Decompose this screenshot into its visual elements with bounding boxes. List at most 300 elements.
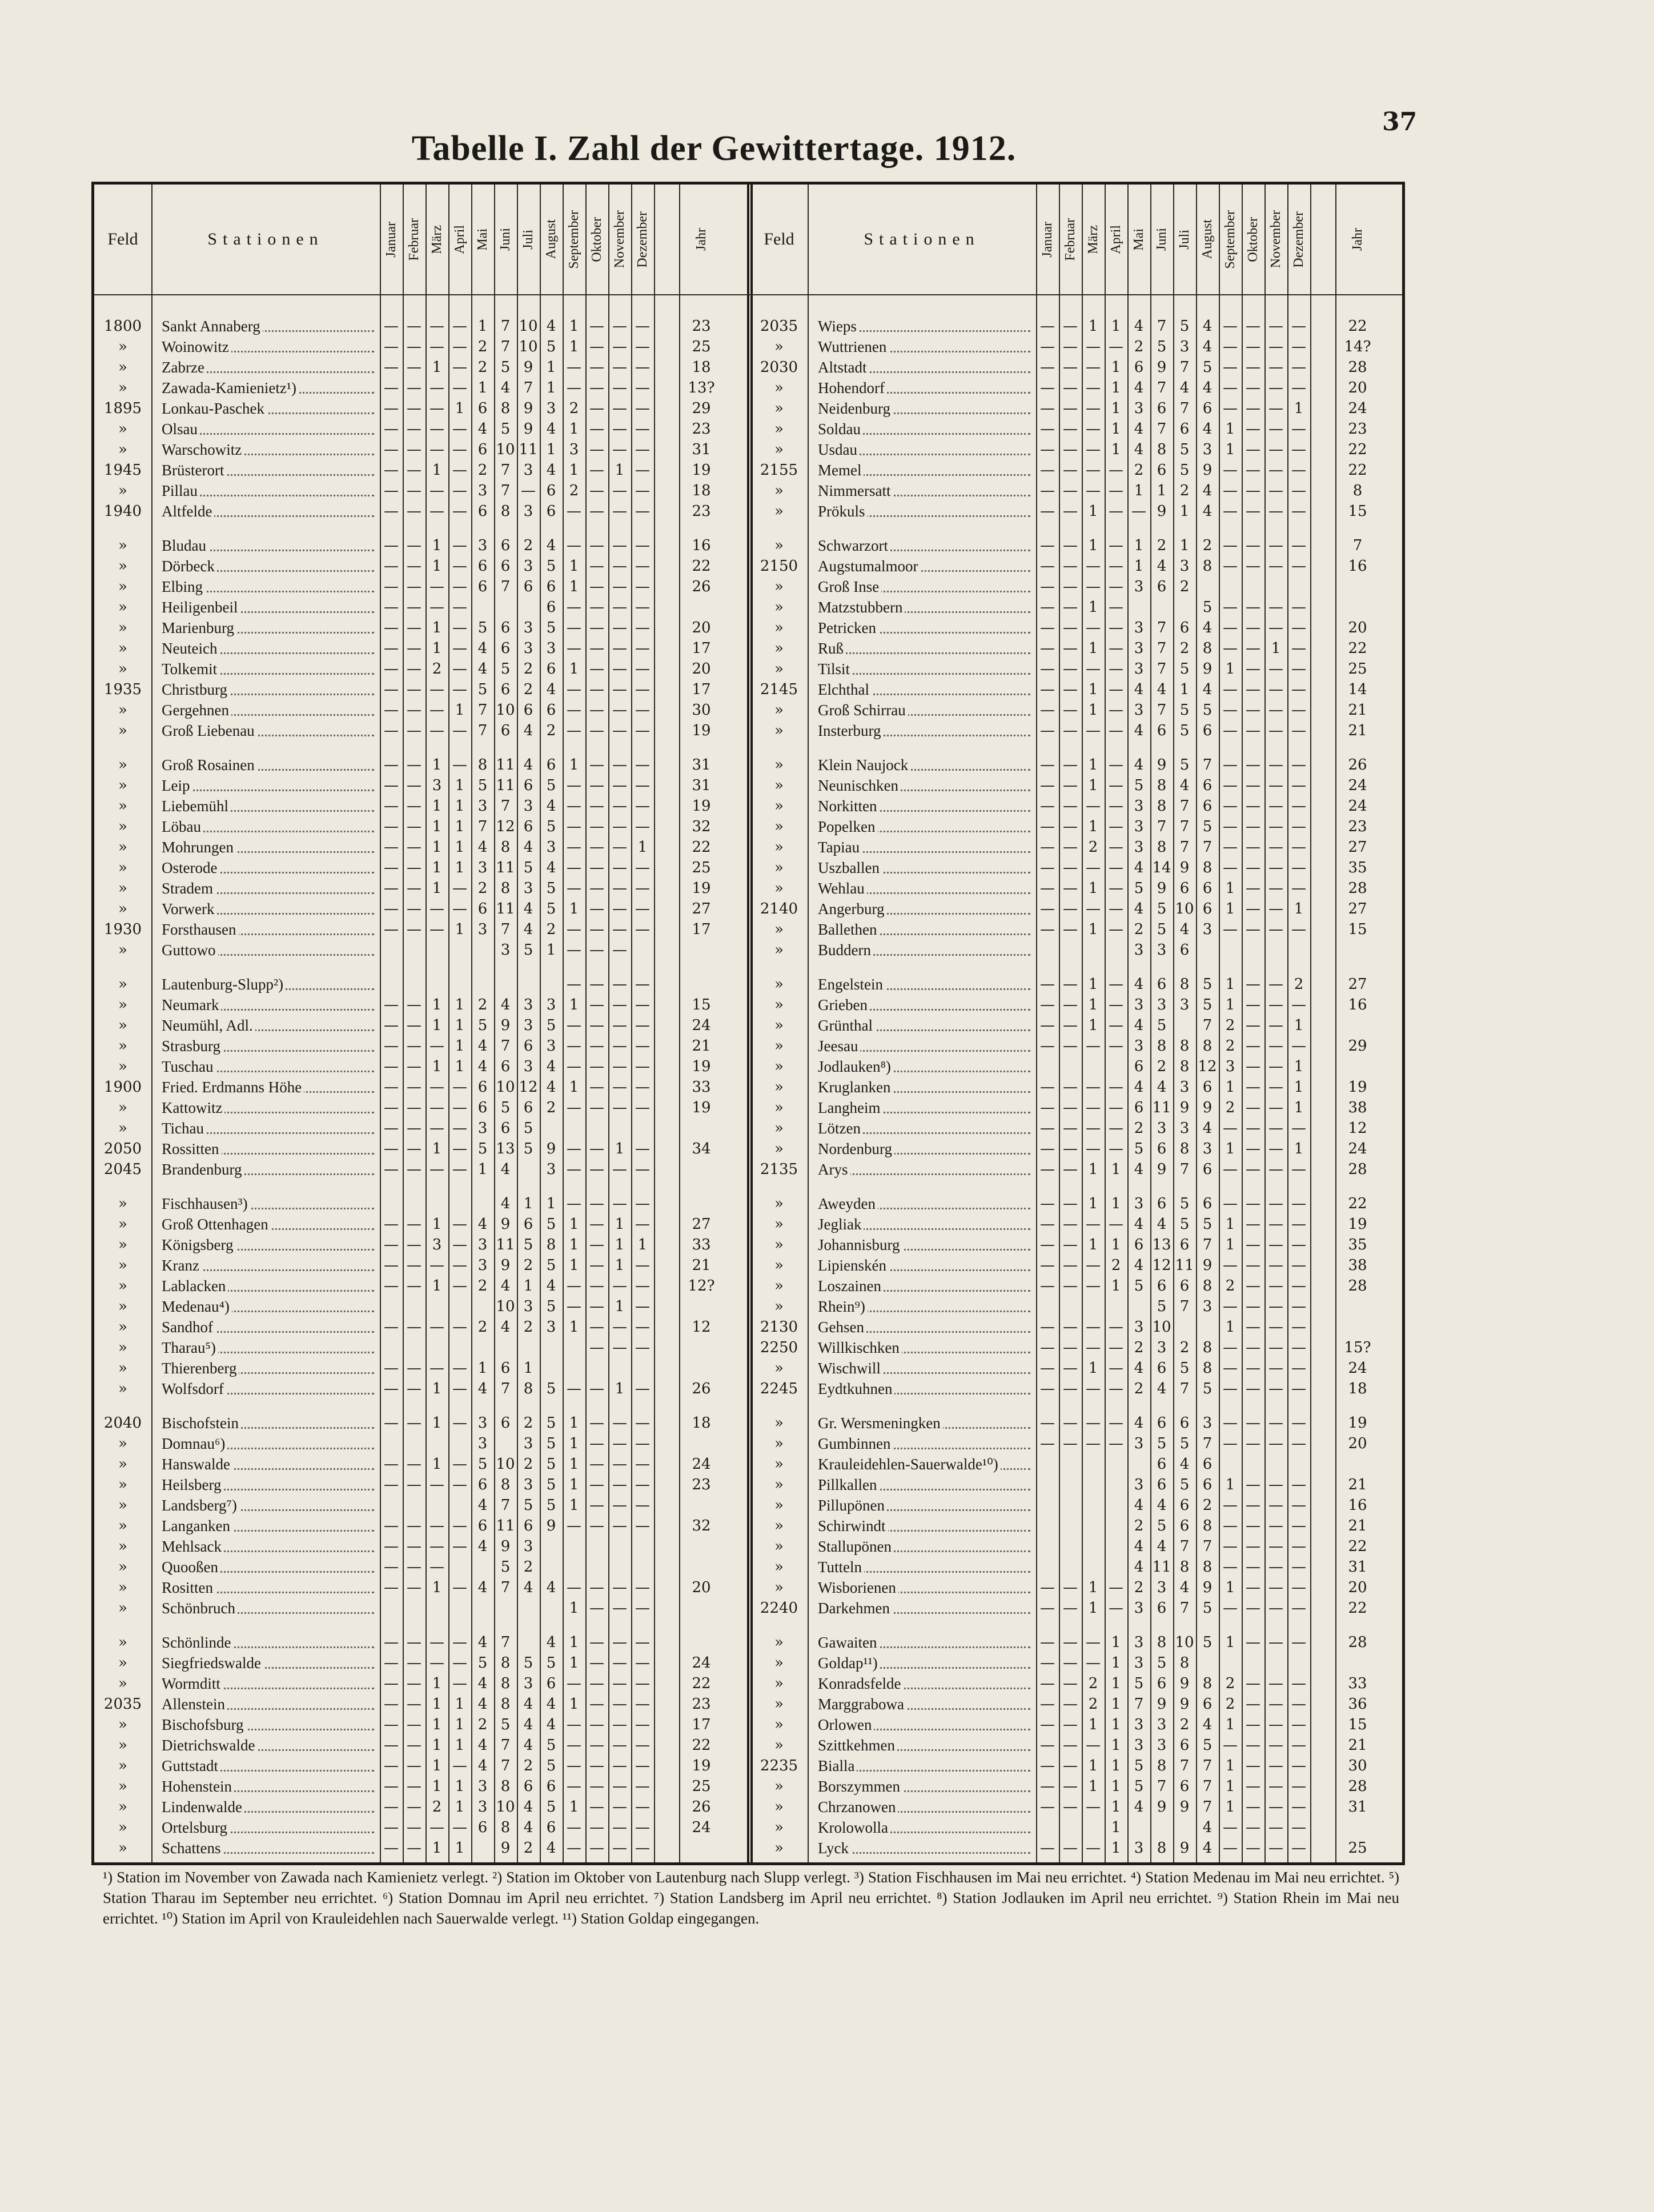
month-value-cell: — bbox=[589, 1696, 604, 1713]
station-name: Liebemühl bbox=[162, 798, 231, 815]
station-name: Gergehnen bbox=[162, 702, 231, 719]
month-value-cell: 2 bbox=[546, 921, 556, 938]
jahr-value-cell bbox=[1335, 597, 1380, 618]
month-value-cell: — bbox=[384, 702, 399, 719]
month-value-cell: 5 bbox=[546, 1298, 556, 1315]
month-value-cell: — bbox=[429, 1634, 444, 1651]
month-value-cell: — bbox=[1246, 619, 1260, 636]
station-name: Vorwerk bbox=[162, 900, 216, 917]
month-value-cell: — bbox=[384, 996, 399, 1013]
month-value-cell: — bbox=[407, 503, 421, 520]
month-value-cell: — bbox=[1040, 1380, 1055, 1397]
month-value-cell: 1 bbox=[615, 1380, 625, 1397]
month-value-cell: — bbox=[635, 1216, 650, 1233]
month-value-cell: — bbox=[1268, 1414, 1283, 1432]
month-value-cell: — bbox=[407, 1558, 421, 1576]
month-value-cell: 8 bbox=[1202, 1037, 1213, 1055]
feld-cell: » bbox=[774, 1140, 784, 1157]
month-value-cell: — bbox=[1268, 1058, 1283, 1075]
month-value-cell: 2 bbox=[477, 1277, 488, 1295]
month-value-cell: 1 bbox=[569, 462, 579, 479]
month-value-cell: — bbox=[1291, 318, 1306, 335]
month-value-cell: — bbox=[1063, 359, 1078, 376]
month-value-cell: — bbox=[589, 1079, 604, 1096]
month-value-cell: — bbox=[1040, 1099, 1055, 1116]
month-value-cell: — bbox=[635, 1079, 650, 1096]
month-value-cell: — bbox=[1086, 1277, 1101, 1295]
month-value-cell: — bbox=[612, 976, 627, 993]
jahr-value-cell: 26 bbox=[1348, 756, 1367, 774]
month-value-cell: — bbox=[1246, 1236, 1260, 1253]
month-value-cell bbox=[1105, 1536, 1127, 1557]
month-value-cell: — bbox=[1223, 1538, 1238, 1555]
month-value-cell: — bbox=[1246, 1017, 1260, 1034]
jahr-value-cell: 24 bbox=[1348, 400, 1367, 417]
month-value-cell: — bbox=[589, 756, 604, 774]
month-value-cell: — bbox=[1246, 599, 1260, 616]
month-value-cell: 1 bbox=[1225, 1140, 1235, 1157]
month-value-cell: — bbox=[1291, 537, 1306, 554]
month-value-cell: 1 bbox=[1088, 756, 1098, 774]
month-value-cell: 6 bbox=[546, 1778, 556, 1795]
month-value-cell: — bbox=[407, 1017, 421, 1034]
month-value-cell: 3 bbox=[1134, 660, 1144, 678]
month-value-cell: — bbox=[1291, 1716, 1306, 1733]
feld-cell: » bbox=[774, 1360, 784, 1377]
month-value-cell: — bbox=[1063, 503, 1078, 520]
month-value-cell: 1 bbox=[1225, 1236, 1235, 1253]
station-name: Lyck bbox=[818, 1840, 851, 1857]
month-value-cell: — bbox=[589, 921, 604, 938]
month-value-cell: 5 bbox=[477, 1654, 488, 1672]
station-row bbox=[94, 1413, 1402, 1433]
feld-cell: 2030 bbox=[760, 359, 798, 376]
station-row bbox=[94, 816, 1402, 837]
month-value-cell: — bbox=[635, 1778, 650, 1795]
month-value-cell: 1 bbox=[455, 818, 465, 835]
month-value-cell: 7 bbox=[1179, 359, 1190, 376]
month-value-cell: — bbox=[589, 1757, 604, 1774]
month-label: September bbox=[566, 210, 581, 269]
feld-cell: » bbox=[774, 640, 784, 657]
station-name: Wischwill bbox=[818, 1360, 883, 1377]
month-value-cell: — bbox=[1268, 859, 1283, 876]
month-value-cell: 4 bbox=[1202, 1716, 1213, 1733]
month-value-cell: 7 bbox=[500, 921, 511, 938]
month-value-cell: — bbox=[612, 537, 627, 554]
month-value-cell: — bbox=[1291, 558, 1306, 575]
month-value-cell: — bbox=[1086, 462, 1101, 479]
month-value-cell: 6 bbox=[1134, 1236, 1144, 1253]
month-value-cell: — bbox=[1291, 1517, 1306, 1534]
month-value-cell: 4 bbox=[1134, 976, 1144, 993]
month-value-cell: 3 bbox=[477, 1798, 488, 1816]
station-name: Jegliak bbox=[818, 1216, 864, 1233]
month-value-cell: 7 bbox=[1157, 660, 1167, 678]
feld-cell: » bbox=[774, 1737, 784, 1754]
month-value-cell: — bbox=[1291, 921, 1306, 938]
month-value-cell: 8 bbox=[500, 1654, 511, 1672]
month-value-cell: 2 bbox=[523, 537, 533, 554]
month-value-cell: — bbox=[612, 996, 627, 1013]
station-name: Groß Liebenau bbox=[162, 722, 257, 739]
month-value-cell: — bbox=[1223, 640, 1238, 657]
month-value-cell: — bbox=[1063, 640, 1078, 657]
month-value-cell: 6 bbox=[1179, 420, 1190, 438]
month-value-cell: — bbox=[1268, 482, 1283, 499]
month-value-cell: 3 bbox=[1134, 1737, 1144, 1754]
feld-cell: » bbox=[118, 1380, 127, 1397]
month-value-cell: — bbox=[589, 1017, 604, 1034]
month-value-cell: 3 bbox=[1134, 1654, 1144, 1672]
leader-dots bbox=[818, 652, 1030, 654]
feld-cell: 2140 bbox=[760, 900, 798, 917]
month-value-cell: — bbox=[567, 681, 581, 698]
month-value-cell: — bbox=[407, 1079, 421, 1096]
month-value-cell: — bbox=[1246, 441, 1260, 458]
month-value-cell: — bbox=[1246, 1298, 1260, 1315]
month-value-cell: — bbox=[567, 880, 581, 897]
station-name-cell bbox=[818, 1714, 1034, 1735]
month-value-cell: — bbox=[1109, 839, 1123, 856]
month-value-cell: — bbox=[452, 1319, 467, 1336]
month-value-cell: 5 bbox=[1179, 702, 1190, 719]
jahr-value-cell: 20 bbox=[692, 660, 711, 678]
jahr-label: Jahr bbox=[1350, 228, 1365, 251]
feld-cell: 2035 bbox=[760, 318, 798, 335]
month-value-cell: 9 bbox=[500, 1840, 511, 1857]
month-value-cell: 1 bbox=[1111, 318, 1121, 335]
station-name: Ruß bbox=[818, 640, 846, 657]
month-value-cell: — bbox=[635, 1600, 650, 1617]
month-value-cell: 2 bbox=[1134, 1517, 1144, 1534]
station-name-cell bbox=[818, 878, 1034, 899]
station-name: Gawaiten bbox=[818, 1634, 879, 1651]
month-header-april bbox=[1105, 187, 1127, 292]
month-value-cell: 5 bbox=[1157, 1298, 1167, 1315]
month-value-cell: — bbox=[612, 1017, 627, 1034]
month-value-cell: — bbox=[1223, 599, 1238, 616]
station-name-cell bbox=[818, 1735, 1034, 1756]
month-value-cell: — bbox=[635, 681, 650, 698]
month-header-februar bbox=[1059, 187, 1082, 292]
month-value-cell: 1 bbox=[1225, 1798, 1235, 1816]
feld-cell: » bbox=[118, 420, 127, 438]
jahr-value-cell: 27 bbox=[692, 900, 711, 917]
month-value-cell: — bbox=[429, 379, 444, 396]
month-value-cell: — bbox=[1291, 619, 1306, 636]
month-value-cell: — bbox=[407, 462, 421, 479]
month-value-cell: 6 bbox=[477, 503, 488, 520]
month-value-cell: — bbox=[612, 681, 627, 698]
month-label: März bbox=[429, 225, 444, 254]
month-value-cell: 2 bbox=[523, 1558, 533, 1576]
month-value-cell bbox=[1150, 1817, 1173, 1838]
month-value-cell: — bbox=[407, 537, 421, 554]
month-value-cell: — bbox=[1063, 1380, 1078, 1397]
month-value-cell: — bbox=[429, 1319, 444, 1336]
month-value-cell bbox=[1219, 1454, 1242, 1474]
feld-cell: » bbox=[774, 482, 784, 499]
month-value-cell: 2 bbox=[523, 1414, 533, 1432]
month-header-november bbox=[608, 187, 631, 292]
month-value-cell: 5 bbox=[523, 1236, 533, 1253]
month-value-cell: — bbox=[1291, 1675, 1306, 1692]
month-value-cell: — bbox=[1246, 756, 1260, 774]
month-value-cell: — bbox=[407, 359, 421, 376]
station-row bbox=[94, 1317, 1402, 1337]
month-value-cell: — bbox=[407, 660, 421, 678]
station-name-cell bbox=[818, 1214, 1034, 1235]
month-value-cell: — bbox=[1291, 441, 1306, 458]
station-name: Szittkehmen bbox=[818, 1737, 897, 1754]
month-value-cell: 1 bbox=[1294, 1140, 1304, 1157]
month-value-cell: — bbox=[1268, 921, 1283, 938]
month-value-cell: 1 bbox=[1088, 996, 1098, 1013]
station-name: Wuttrienen bbox=[818, 338, 889, 355]
month-value-cell: — bbox=[612, 1819, 627, 1836]
month-value-cell: 2 bbox=[1088, 839, 1098, 856]
month-value-cell: — bbox=[429, 1558, 444, 1576]
month-value-cell: 5 bbox=[546, 900, 556, 917]
month-value-cell: — bbox=[407, 900, 421, 917]
month-value-cell: — bbox=[1109, 1339, 1123, 1356]
month-value-cell: 9 bbox=[1157, 1798, 1167, 1816]
month-value-cell: — bbox=[384, 1517, 399, 1534]
month-value-cell: 1 bbox=[432, 1380, 442, 1397]
month-label: November bbox=[612, 210, 627, 269]
month-value-cell: 1 bbox=[1111, 420, 1121, 438]
month-value-cell: — bbox=[1063, 1339, 1078, 1356]
feld-cell: 1900 bbox=[103, 1079, 142, 1096]
month-value-cell: 1 bbox=[432, 1757, 442, 1774]
month-value-cell: — bbox=[407, 578, 421, 595]
feld-cell: » bbox=[774, 338, 784, 355]
month-value-cell: 7 bbox=[1179, 400, 1190, 417]
month-value-cell: — bbox=[452, 318, 467, 335]
station-row bbox=[94, 1797, 1402, 1817]
station-name-cell bbox=[818, 1077, 1034, 1097]
month-value-cell bbox=[1036, 1516, 1059, 1536]
month-value-cell: 1 bbox=[569, 1236, 579, 1253]
month-value-cell: — bbox=[567, 1737, 581, 1754]
month-value-cell: — bbox=[1223, 1517, 1238, 1534]
feld-cell: » bbox=[774, 1497, 784, 1514]
month-value-cell: 3 bbox=[477, 1435, 488, 1452]
feld-cell: » bbox=[774, 660, 784, 678]
month-value-cell: 3 bbox=[1134, 1634, 1144, 1651]
jahr-value-cell: 20 bbox=[1348, 1579, 1367, 1596]
jahr-value-cell: 18 bbox=[692, 482, 711, 499]
month-value-cell: — bbox=[612, 1319, 627, 1336]
month-value-cell: 1 bbox=[615, 462, 625, 479]
month-value-cell: — bbox=[1109, 1579, 1123, 1596]
month-value-cell: 3 bbox=[523, 1435, 533, 1452]
month-value-cell: 6 bbox=[1202, 880, 1213, 897]
feld-cell: » bbox=[774, 578, 784, 595]
month-value-cell: — bbox=[589, 1414, 604, 1432]
month-value-cell: — bbox=[612, 1634, 627, 1651]
month-value-cell: — bbox=[635, 441, 650, 458]
month-value-cell: — bbox=[1268, 441, 1283, 458]
month-value-cell: 6 bbox=[477, 400, 488, 417]
month-value-cell: 6 bbox=[477, 1476, 488, 1493]
month-value-cell: 6 bbox=[546, 756, 556, 774]
month-value-cell: 2 bbox=[1179, 1716, 1190, 1733]
station-name: Guttowo bbox=[162, 941, 218, 959]
month-value-cell: 2 bbox=[1088, 1675, 1098, 1692]
month-value-cell: — bbox=[635, 1654, 650, 1672]
month-value-cell: — bbox=[1040, 1778, 1055, 1795]
feld-cell: » bbox=[118, 1298, 127, 1315]
feld-cell: » bbox=[118, 1840, 127, 1857]
month-value-cell: 4 bbox=[1179, 1579, 1190, 1596]
month-value-cell: 1 bbox=[569, 558, 579, 575]
jahr-value-cell bbox=[1335, 1653, 1380, 1673]
month-value-cell: — bbox=[1086, 1798, 1101, 1816]
month-value-cell: — bbox=[1040, 379, 1055, 396]
month-value-cell: — bbox=[1040, 359, 1055, 376]
month-value-cell bbox=[1264, 940, 1287, 960]
month-value-cell: 1 bbox=[455, 859, 465, 876]
month-value-cell: 1 bbox=[1111, 1757, 1121, 1774]
month-value-cell bbox=[1242, 576, 1264, 597]
month-value-cell: — bbox=[1086, 400, 1101, 417]
month-value-cell: — bbox=[1086, 1414, 1101, 1432]
month-value-cell: — bbox=[1086, 1654, 1101, 1672]
month-value-cell: 1 bbox=[1088, 1600, 1098, 1617]
month-value-cell bbox=[1105, 940, 1127, 960]
month-value-cell: — bbox=[589, 1319, 604, 1336]
month-value-cell: — bbox=[1086, 1380, 1101, 1397]
station-name: Nordenburg bbox=[818, 1140, 894, 1157]
month-header-mai bbox=[471, 187, 494, 292]
station-row bbox=[94, 659, 1402, 679]
month-value-cell: — bbox=[1063, 798, 1078, 815]
month-value-cell: — bbox=[1040, 1757, 1055, 1774]
station-name: Olsau bbox=[162, 420, 200, 438]
month-value-cell: 1 bbox=[523, 1360, 533, 1377]
month-value-cell: 3 bbox=[1157, 1716, 1167, 1733]
month-value-cell: 1 bbox=[569, 338, 579, 355]
month-value-cell: — bbox=[384, 1319, 399, 1336]
month-value-cell: 1 bbox=[569, 1079, 579, 1096]
month-value-cell: — bbox=[1063, 996, 1078, 1013]
month-value-cell: — bbox=[635, 503, 650, 520]
month-value-cell: — bbox=[384, 1414, 399, 1432]
month-value-cell: 3 bbox=[1134, 702, 1144, 719]
month-value-cell: 1 bbox=[1088, 1579, 1098, 1596]
month-value-cell: — bbox=[1040, 338, 1055, 355]
month-value-cell: — bbox=[452, 1654, 467, 1672]
month-value-cell: — bbox=[1040, 1257, 1055, 1274]
station-name: Bischofstein bbox=[162, 1414, 241, 1432]
feld-cell: » bbox=[774, 1195, 784, 1212]
month-value-cell: 5 bbox=[546, 1654, 556, 1672]
station-name-cell bbox=[818, 1358, 1034, 1379]
jahr-value-cell: 18 bbox=[1348, 1380, 1367, 1397]
station-name: Siegfriedswalde bbox=[162, 1654, 263, 1672]
station-name: Schönbruch bbox=[162, 1600, 238, 1617]
month-value-cell: — bbox=[407, 619, 421, 636]
month-value-cell: — bbox=[567, 1517, 581, 1534]
station-row bbox=[94, 501, 1402, 522]
station-name: Popelken bbox=[818, 818, 878, 835]
month-value-cell: — bbox=[1109, 537, 1123, 554]
month-value-cell: 3 bbox=[477, 859, 488, 876]
station-name: Pillupönen bbox=[818, 1497, 887, 1514]
jahr-value-cell: 15 bbox=[1348, 921, 1367, 938]
station-row bbox=[94, 1056, 1402, 1077]
feld-cell: » bbox=[774, 619, 784, 636]
month-value-cell: — bbox=[452, 681, 467, 698]
month-value-cell: 6 bbox=[1157, 1360, 1167, 1377]
month-value-cell: 3 bbox=[477, 1236, 488, 1253]
month-value-cell: — bbox=[1040, 756, 1055, 774]
month-value-cell: — bbox=[635, 756, 650, 774]
month-value-cell: — bbox=[384, 839, 399, 856]
feld-cell: » bbox=[774, 537, 784, 554]
month-value-cell: 1 bbox=[1111, 359, 1121, 376]
month-value-cell: 3 bbox=[1157, 1737, 1167, 1754]
month-value-cell: — bbox=[635, 660, 650, 678]
month-value-cell: — bbox=[429, 1819, 444, 1836]
month-value-cell: — bbox=[1246, 482, 1260, 499]
feld-cell: 2130 bbox=[760, 1319, 798, 1336]
month-value-cell: — bbox=[1040, 1037, 1055, 1055]
month-value-cell: 3 bbox=[500, 941, 511, 959]
station-name: Warschowitz bbox=[162, 441, 244, 458]
month-value-cell: — bbox=[452, 338, 467, 355]
month-value-cell: 10 bbox=[1175, 1634, 1194, 1651]
month-value-cell: — bbox=[429, 599, 444, 616]
station-name-cell bbox=[818, 816, 1034, 837]
month-header-märz bbox=[1082, 187, 1105, 292]
month-value-cell: 5 bbox=[477, 777, 488, 794]
month-value-cell: — bbox=[1063, 660, 1078, 678]
month-value-cell: 1 bbox=[432, 1716, 442, 1733]
feld-cell: » bbox=[118, 722, 127, 739]
station-name-cell bbox=[818, 1379, 1034, 1399]
station-name: Pillau bbox=[162, 482, 200, 499]
month-value-cell: — bbox=[635, 1819, 650, 1836]
month-value-cell: — bbox=[1223, 1840, 1238, 1857]
month-value-cell: — bbox=[1268, 359, 1283, 376]
month-value-cell: 5 bbox=[1157, 1017, 1167, 1034]
month-value-cell: 2 bbox=[477, 359, 488, 376]
month-value-cell: — bbox=[1246, 839, 1260, 856]
month-value-cell: — bbox=[384, 900, 399, 917]
month-value-cell: — bbox=[635, 318, 650, 335]
month-value-cell: 3 bbox=[523, 1675, 533, 1692]
month-value-cell: — bbox=[1291, 1798, 1306, 1816]
station-name: Petricken bbox=[818, 619, 878, 636]
month-value-cell: — bbox=[1246, 880, 1260, 897]
month-value-cell: — bbox=[567, 619, 581, 636]
month-value-cell: — bbox=[1268, 880, 1283, 897]
station-name: Eydtkuhnen bbox=[818, 1380, 894, 1397]
month-value-cell: — bbox=[612, 921, 627, 938]
month-value-cell: — bbox=[452, 503, 467, 520]
month-value-cell: — bbox=[407, 1380, 421, 1397]
station-name: Krauleidehlen-Sauerwalde¹⁰) bbox=[818, 1456, 1001, 1473]
month-value-cell: — bbox=[1246, 818, 1260, 835]
jahr-value-cell: 19 bbox=[1348, 1414, 1367, 1432]
station-name-cell bbox=[818, 460, 1034, 480]
station-row bbox=[94, 597, 1402, 618]
month-value-cell: — bbox=[612, 1099, 627, 1116]
feld-cell: » bbox=[118, 1654, 127, 1672]
